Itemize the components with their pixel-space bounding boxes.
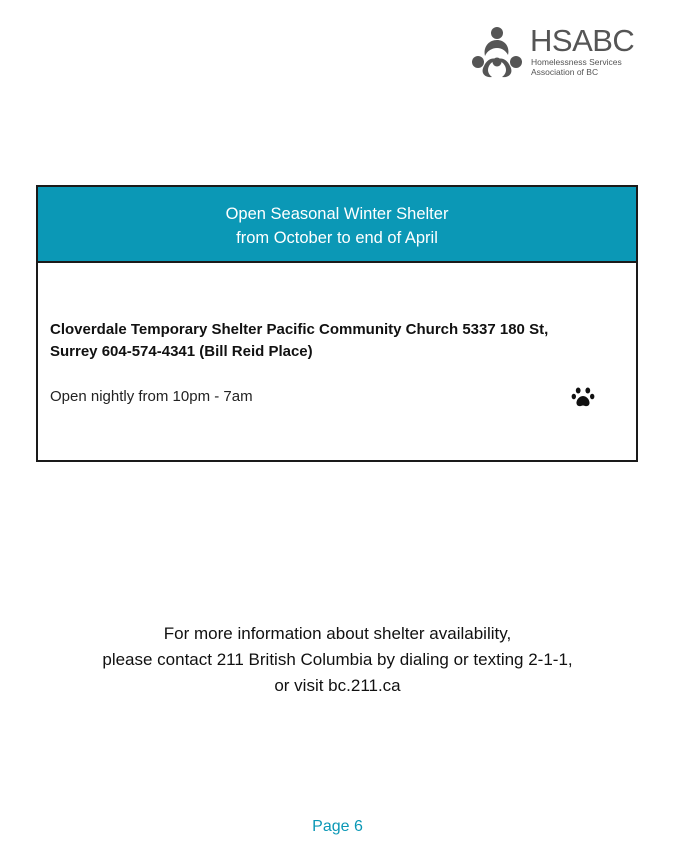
- contact-info: [0, 621, 675, 699]
- logo-subtitle-line2: Association of BC: [531, 66, 599, 77]
- logo-wordmark: HSABC: [530, 23, 635, 58]
- hsabc-logo: [470, 23, 635, 80]
- shelter-header: [38, 187, 636, 263]
- logo-subtitle-line1: Homelessness Services: [531, 57, 622, 67]
- contact-line1: For more information about shelter availability,: [163, 624, 512, 643]
- shelter-header-line1: Open Seasonal Winter Shelter: [225, 205, 449, 223]
- shelter-listing-box: [36, 185, 638, 462]
- page-number: Page 6: [312, 818, 363, 835]
- shelter-name-line1: Cloverdale Temporary Shelter Pacific Community Church 5337 180 St,: [50, 321, 549, 338]
- shelter-name-address: [50, 319, 610, 363]
- hsabc-logo-icon: [470, 26, 524, 78]
- contact-line2: please contact 211 British Columbia by dialing or texting 2-1-1,: [102, 650, 573, 669]
- shelter-header-line2: from October to end of April: [236, 229, 438, 247]
- contact-line3: or visit bc.211.ca: [274, 676, 401, 695]
- paw-icon: [571, 385, 595, 409]
- shelter-hours: Open nightly from 10pm - 7am: [50, 388, 253, 405]
- shelter-name-line2: Surrey 604-574-4341 (Bill Reid Place): [50, 343, 313, 360]
- logo-subtitle: [531, 58, 622, 77]
